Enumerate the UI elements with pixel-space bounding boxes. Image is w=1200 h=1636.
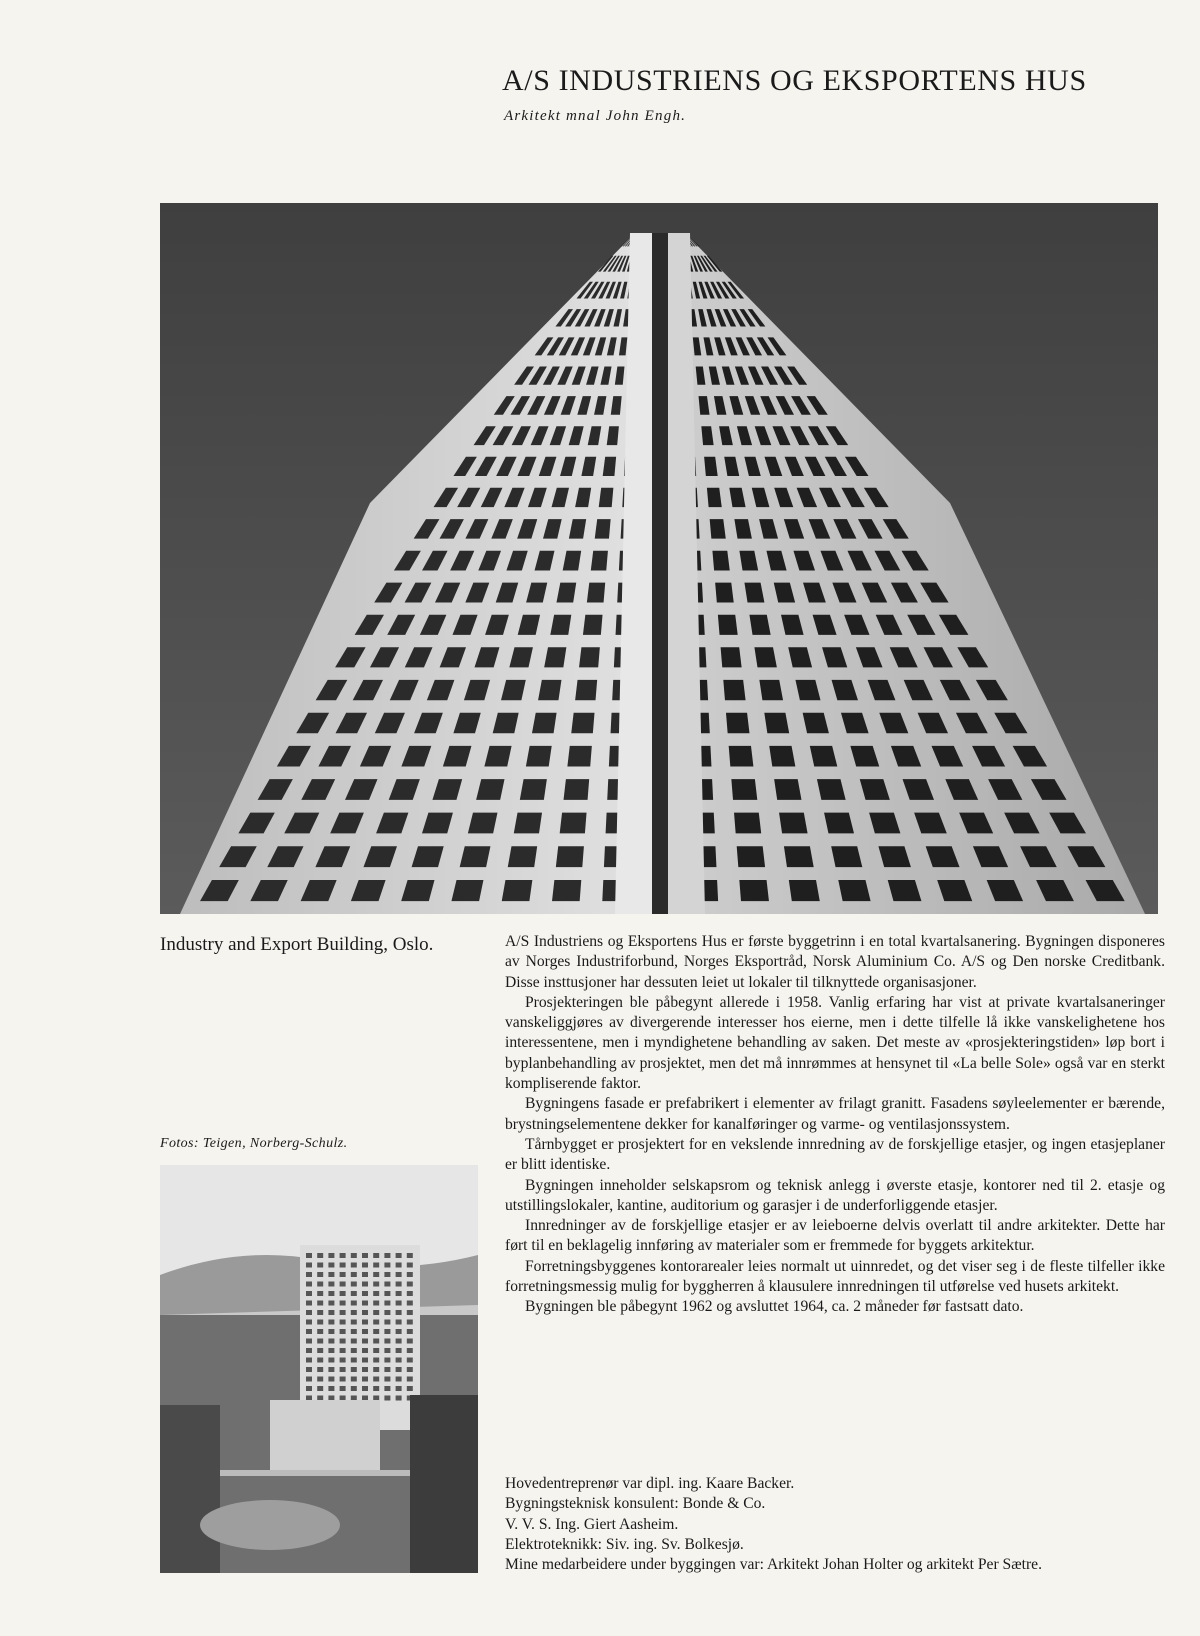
facade-window xyxy=(362,1386,368,1391)
facade-window xyxy=(373,1253,379,1258)
facade-window xyxy=(306,1348,312,1353)
facade-window xyxy=(340,1310,346,1315)
facade-window xyxy=(396,1253,402,1258)
facade-window xyxy=(340,1396,346,1401)
facade-window xyxy=(317,1263,323,1268)
facade-window xyxy=(340,1377,346,1382)
facade-window xyxy=(552,880,581,901)
facade-window xyxy=(317,1291,323,1296)
facade-window xyxy=(769,746,795,767)
facade-window xyxy=(351,1310,357,1315)
facade-window xyxy=(407,1272,413,1277)
facade-window xyxy=(575,680,597,700)
facade-window xyxy=(396,1386,402,1391)
credit-line: Elektroteknikk: Siv. ing. Sv. Bolkesjø. xyxy=(505,1535,744,1553)
facade-window xyxy=(407,1301,413,1306)
facade-window xyxy=(340,1348,346,1353)
facade-window xyxy=(764,713,789,733)
facade-window xyxy=(407,1367,413,1372)
facade-window xyxy=(340,1272,346,1277)
paragraph: Prosjekteringen ble påbegynt allerede i 1958. Vanlig erfaring har vist at private kvartalsaneringer vanskeliggjøres av divergerende interesser hos eierne, men i dette tilfelle lå ikke vanskelighetene hos interessentene, men i myndighetene behandling av saken. Det meste av «prosjekteringstiden» løp bort i byplanbehandling av prosjektet, men det må innrømmes at hensynet til «La belle Sole» også var en sterkt kompliserende faktor. xyxy=(505,993,1165,1093)
facade-window xyxy=(328,1367,334,1372)
facade-window xyxy=(340,1339,346,1344)
facade-window xyxy=(396,1272,402,1277)
facade-window xyxy=(587,583,605,603)
facade-window xyxy=(723,680,745,700)
paragraph: A/S Industriens og Eksportens Hus er første byggetrinn i en total kvartalsanering. Bygningen disponeres av Norges Industriforbund, Norges Eksportråd, Norsk Aluminium Co. A/S og Den norske Creditbank. Disse insttusjoner har dessuten leiet ut lokaler til tilknyttede organisasjoner. xyxy=(505,933,1165,991)
facade-window xyxy=(362,1348,368,1353)
facade-window xyxy=(351,1291,357,1296)
facade-window xyxy=(328,1272,334,1277)
facade-window xyxy=(710,519,726,539)
facade-window xyxy=(340,1291,346,1296)
facade-window xyxy=(328,1301,334,1306)
facade-window xyxy=(538,680,561,700)
facade-window xyxy=(396,1367,402,1372)
facade-window xyxy=(384,1310,390,1315)
facade-window xyxy=(514,813,542,834)
facade-window xyxy=(373,1386,379,1391)
facade-window xyxy=(317,1386,323,1391)
facade-window xyxy=(407,1377,413,1382)
facade-window xyxy=(340,1329,346,1334)
facade-window xyxy=(362,1291,368,1296)
facade-window xyxy=(407,1291,413,1296)
facade-window xyxy=(715,583,734,603)
facade-window xyxy=(317,1358,323,1363)
facade-window xyxy=(508,846,537,867)
paragraph: Bygningen ble påbegynt 1962 og avsluttet 1964, ca. 2 måneder før fastsatt dato. xyxy=(525,1298,1024,1316)
facade-window xyxy=(351,1282,357,1287)
facade-window xyxy=(373,1377,379,1382)
facade-window xyxy=(328,1358,334,1363)
facade-window xyxy=(396,1329,402,1334)
facade-window xyxy=(384,1282,390,1287)
credit-line: Mine medarbeidere under byggingen var: Arkitekt Johan Holter og arkitekt Per Sætre. xyxy=(505,1556,1042,1574)
facade-window xyxy=(737,846,765,867)
facade-window xyxy=(328,1329,334,1334)
facade-window xyxy=(544,647,566,667)
paragraph: Bygningens fasade er prefabrikert i elementer av frilagt granitt. Fasadens søyleelementer er bærende, brystningselementene dekker for kanalføringer og varme- og ventilasjonssystem. xyxy=(505,1095,1165,1133)
facade-window xyxy=(560,813,587,834)
facade-window xyxy=(351,1329,357,1334)
facade-window xyxy=(340,1320,346,1325)
facade-window xyxy=(396,1291,402,1296)
facade-window xyxy=(407,1329,413,1334)
facade-window xyxy=(373,1291,379,1296)
facade-window xyxy=(351,1320,357,1325)
facade-window xyxy=(373,1358,379,1363)
facade-window xyxy=(328,1320,334,1325)
facade-window xyxy=(340,1301,346,1306)
facade-window xyxy=(407,1253,413,1258)
facade-window xyxy=(396,1348,402,1353)
facade-window xyxy=(317,1310,323,1315)
page-title: A/S INDUSTRIENS OG EKSPORTENS HUS xyxy=(502,64,1087,97)
facade-window xyxy=(373,1329,379,1334)
facade-window xyxy=(838,880,870,901)
facade-window xyxy=(306,1282,312,1287)
facade-window xyxy=(384,1291,390,1296)
facade-window xyxy=(317,1253,323,1258)
facade-window xyxy=(317,1320,323,1325)
facade-window xyxy=(384,1396,390,1401)
paragraph: Tårnbygget er prosjektert for en vekslende innredning av de forskjellige etasjer, og ingen etasjeplaner er blitt identiske. xyxy=(505,1135,1165,1174)
facade-window xyxy=(468,813,498,834)
facade-window xyxy=(384,1301,390,1306)
facade-window xyxy=(362,1377,368,1382)
facade-window xyxy=(774,779,801,800)
facade-window xyxy=(306,1358,312,1363)
facade-window xyxy=(460,846,491,867)
credit-line: Bygningsteknisk konsulent: Bonde & Co. xyxy=(505,1495,766,1513)
facade-window xyxy=(726,713,750,733)
facade-window xyxy=(384,1329,390,1334)
facade-window xyxy=(362,1282,368,1287)
facade-window xyxy=(362,1253,368,1258)
facade-window xyxy=(532,713,557,733)
facade-window xyxy=(731,779,757,800)
facade-window xyxy=(351,1367,357,1372)
facade-window xyxy=(707,488,722,507)
facade-window xyxy=(384,1377,390,1382)
facade-window xyxy=(396,1358,402,1363)
facade-window xyxy=(591,551,608,571)
facade-window xyxy=(306,1329,312,1334)
facade-window xyxy=(407,1348,413,1353)
facade-window xyxy=(599,488,614,507)
facade-window xyxy=(407,1263,413,1268)
facade-window xyxy=(718,615,738,635)
paragraph: Bygningen inneholder selskapsrom og teknisk anlegg i øverste etasje, kontorer ned til 2. etasje og utstillingslokaler, kantine, auditorium og garasjer i de underforliggende etasjer. xyxy=(505,1176,1165,1214)
facade-window xyxy=(362,1263,368,1268)
facade-window xyxy=(317,1272,323,1277)
facade-window xyxy=(317,1339,323,1344)
facade-window xyxy=(824,813,854,834)
facade-window xyxy=(306,1263,312,1268)
facade-window xyxy=(317,1396,323,1401)
facade-window xyxy=(784,846,814,867)
facade-window xyxy=(328,1348,334,1353)
facade-window xyxy=(779,813,808,834)
facade-window xyxy=(351,1263,357,1268)
article-body xyxy=(505,932,1165,1318)
facade-window xyxy=(567,746,591,767)
facade-window xyxy=(396,1282,402,1287)
facade-window xyxy=(396,1320,402,1325)
facade-window xyxy=(317,1367,323,1372)
facade-window xyxy=(373,1367,379,1372)
facade-window xyxy=(351,1272,357,1277)
facade-window xyxy=(328,1339,334,1344)
facade-window xyxy=(595,519,611,539)
facade-window xyxy=(451,880,483,901)
facade-window xyxy=(520,779,547,800)
facade-window xyxy=(373,1310,379,1315)
facade-window xyxy=(340,1253,346,1258)
facade-window xyxy=(729,746,754,767)
facade-window xyxy=(317,1329,323,1334)
facade-window xyxy=(306,1339,312,1344)
credit-line: Hovedentreprenør var dipl. ing. Kaare Backer. xyxy=(505,1475,795,1492)
facade-window xyxy=(362,1310,368,1315)
facade-window xyxy=(384,1386,390,1391)
facade-window xyxy=(502,880,533,901)
facade-window xyxy=(351,1377,357,1382)
facade-window xyxy=(306,1272,312,1277)
facade-window xyxy=(328,1291,334,1296)
facade-window xyxy=(362,1272,368,1277)
facade-window xyxy=(317,1301,323,1306)
facade-window xyxy=(362,1339,368,1344)
facade-window xyxy=(384,1253,390,1258)
facade-window xyxy=(351,1301,357,1306)
architect-subtitle: Arkitekt mnal John Engh. xyxy=(504,108,687,124)
facade-window xyxy=(384,1339,390,1344)
facade-window xyxy=(340,1358,346,1363)
facade-window xyxy=(306,1310,312,1315)
facade-window xyxy=(396,1301,402,1306)
facade-window xyxy=(373,1272,379,1277)
facade-window xyxy=(351,1386,357,1391)
facade-window xyxy=(373,1320,379,1325)
facade-window xyxy=(328,1282,334,1287)
facade-window xyxy=(754,647,776,667)
facade-window xyxy=(721,647,742,667)
facade-window xyxy=(328,1377,334,1382)
facade-window xyxy=(564,779,590,800)
facade-window xyxy=(384,1367,390,1372)
facade-window xyxy=(317,1377,323,1382)
facade-window xyxy=(759,680,783,700)
facade-window xyxy=(328,1253,334,1258)
facade-window xyxy=(556,846,584,867)
facade-window xyxy=(328,1310,334,1315)
facade-window xyxy=(306,1396,312,1401)
photo-caption: Industry and Export Building, Oslo. xyxy=(160,934,434,955)
facade-window xyxy=(373,1339,379,1344)
facade-window xyxy=(340,1282,346,1287)
facade-window xyxy=(407,1386,413,1391)
credits-list xyxy=(505,1474,1165,1575)
facade-window xyxy=(396,1263,402,1268)
facade-window xyxy=(340,1386,346,1391)
facade-window xyxy=(407,1320,413,1325)
facade-window xyxy=(384,1348,390,1353)
facade-window xyxy=(362,1320,368,1325)
facade-window xyxy=(351,1348,357,1353)
facade-window xyxy=(351,1253,357,1258)
credit-line: V. V. S. Ing. Giert Aasheim. xyxy=(505,1515,679,1533)
facade-window xyxy=(306,1253,312,1258)
facade-window xyxy=(396,1339,402,1344)
facade-window xyxy=(306,1367,312,1372)
facade-window xyxy=(384,1272,390,1277)
facade-window xyxy=(789,880,820,901)
facade-window xyxy=(340,1263,346,1268)
facade-window xyxy=(328,1386,334,1391)
facade-window xyxy=(306,1320,312,1325)
facade-window xyxy=(306,1386,312,1391)
facade-window xyxy=(351,1339,357,1344)
facade-window xyxy=(351,1358,357,1363)
facade-window xyxy=(407,1310,413,1315)
facade-window xyxy=(712,551,729,571)
facade-window xyxy=(831,846,862,867)
facade-window xyxy=(373,1396,379,1401)
facade-window xyxy=(317,1348,323,1353)
facade-window xyxy=(407,1358,413,1363)
facade-window xyxy=(340,1367,346,1372)
facade-window xyxy=(328,1263,334,1268)
facade-window xyxy=(526,746,552,767)
facade-window xyxy=(373,1348,379,1353)
photo-credit: Fotos: Teigen, Norberg-Schulz. xyxy=(160,1136,348,1151)
facade-window xyxy=(396,1396,402,1401)
facade-window xyxy=(351,1396,357,1401)
facade-window xyxy=(317,1282,323,1287)
facade-window xyxy=(571,713,594,733)
facade-window xyxy=(734,813,761,834)
paragraph: Innredninger av de forskjellige etasjer er av leieboerne delvis overlatt til andre arkitekter. Dette har ført til en beklagelig innføring av materialer som er fremmede for byggets arkitektur. xyxy=(505,1217,1165,1255)
facade-window xyxy=(373,1301,379,1306)
facade-window xyxy=(362,1301,368,1306)
facade-window xyxy=(306,1301,312,1306)
facade-window xyxy=(362,1367,368,1372)
facade-window xyxy=(362,1396,368,1401)
aerial-photo xyxy=(160,1165,478,1573)
facade-window xyxy=(328,1396,334,1401)
facade-window xyxy=(384,1320,390,1325)
facade-window xyxy=(362,1358,368,1363)
facade-window xyxy=(407,1339,413,1344)
facade-window xyxy=(306,1377,312,1382)
facade-window xyxy=(396,1377,402,1382)
facade-window xyxy=(396,1310,402,1315)
facade-window xyxy=(739,880,769,901)
facade-window xyxy=(306,1291,312,1296)
facade-window xyxy=(373,1263,379,1268)
paragraph: Forretningsbyggenes kontorarealer leies normalt ut uinnredet, og det viser seg i de fleste tilfeller ikke forretningsmessig mulig for byggherren å klausulere innredningen til utførelse ved husets arkitekt. xyxy=(505,1257,1165,1296)
facade-window xyxy=(583,615,603,635)
facade-window xyxy=(384,1358,390,1363)
tower-photo xyxy=(160,203,1158,914)
facade-window xyxy=(384,1263,390,1268)
facade-window xyxy=(373,1282,379,1287)
facade-window xyxy=(362,1329,368,1334)
facade-window xyxy=(407,1282,413,1287)
facade-window xyxy=(579,647,600,667)
